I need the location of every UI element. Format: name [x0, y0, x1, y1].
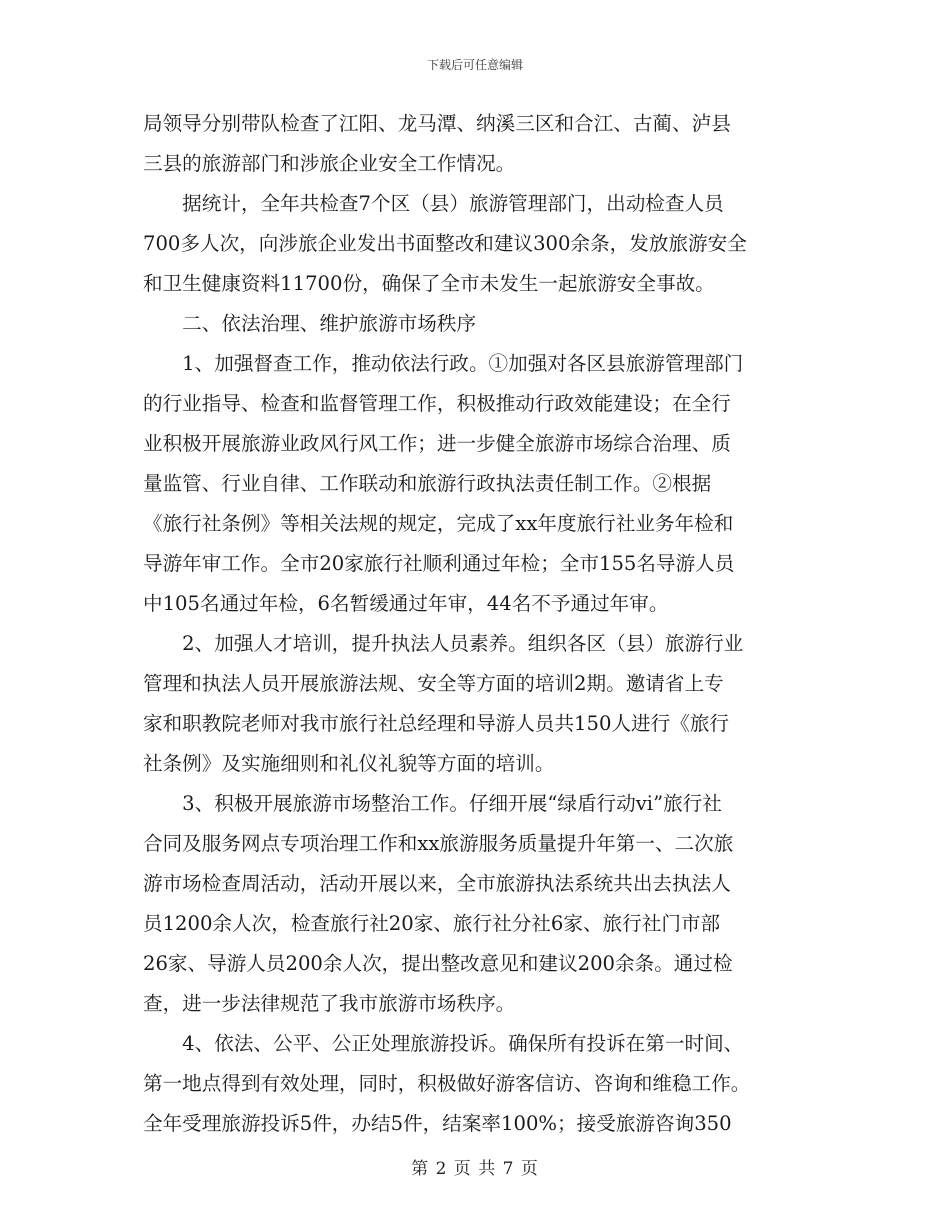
text-line: 查，进一步法律规范了我市旅游市场秩序。	[143, 992, 516, 1015]
text-line: 家和职教院老师对我市旅行社总经理和导游人员共150人进行《旅行	[143, 712, 730, 735]
text-line: 1、加强督查工作，推动依法行政。①加强对各区县旅游管理部门	[143, 352, 744, 375]
text-line: 局领导分别带队检查了江阳、龙马潭、纳溪三区和合江、古蔺、泸县	[143, 112, 731, 135]
text-line: 3、积极开展旅游市场整治工作。仔细开展“绿盾行动vi”旅行社	[143, 792, 722, 815]
text-line: 管理和执法人员开展旅游法规、安全等方面的培训2期。邀请省上专	[143, 672, 724, 695]
text-line: 据统计，全年共检查7个区（县）旅游管理部门，出动检查人员	[143, 192, 724, 215]
text-line: 2、加强人才培训，提升执法人员素养。组织各区（县）旅游行业	[143, 632, 744, 655]
text-line: 的行业指导、检查和监督管理工作，积极推动行政效能建设；在全行	[143, 392, 731, 415]
text-line: 游市场检查周活动，活动开展以来，全市旅游执法系统共出去执法人	[143, 872, 731, 895]
text-line: 导游年审工作。全市20家旅行社顺利通过年检；全市155名导游人员	[143, 552, 735, 575]
text-line: 社条例》及实施细则和礼仪礼貌等方面的培训。	[143, 752, 555, 775]
document-body	[143, 104, 813, 1144]
text-line: 和卫生健康资料11700份，确保了全市未发生一起旅游安全事故。	[143, 272, 715, 295]
text-line: 第一地点得到有效处理，同时，积极做好游客信访、咨询和维稳工作。	[143, 1072, 751, 1095]
text-line: 量监管、行业自律、工作联动和旅游行政执法责任制工作。②根据	[143, 472, 712, 495]
text-line: 《旅行社条例》等相关法规的规定，完成了xx年度旅行社业务年检和	[143, 512, 734, 535]
page-header-note: 下载后可任意编辑	[426, 58, 523, 72]
text-line: 700多人次，向涉旅企业发出书面整改和建议300余条，发放旅游安全	[143, 232, 747, 255]
text-line: 三县的旅游部门和涉旅企业安全工作情况。	[143, 152, 516, 175]
page-number-footer: 第 2 页 共 7 页	[411, 1159, 539, 1179]
text-line: 4、依法、公平、公正处理旅游投诉。确保所有投诉在第一时间、	[143, 1032, 744, 1055]
text-line: 26家、导游人员200余人次，提出整改意见和建议200余条。通过检	[143, 952, 733, 975]
text-line: 员1200余人次，检查旅行社20家、旅行社分社6家、旅行社门市部	[143, 912, 721, 935]
text-line: 中105名通过年检，6名暂缓通过年审，44名不予通过年审。	[143, 592, 669, 615]
section-heading: 二、依法治理、维护旅游市场秩序	[143, 312, 477, 335]
text-line: 全年受理旅游投诉5件，办结5件，结案率100%；接受旅游咨询350	[143, 1112, 732, 1135]
text-line: 合同及服务网点专项治理工作和xx旅游服务质量提升年第一、二次旅	[143, 832, 734, 855]
text-line: 业积极开展旅游业政风行风工作；进一步健全旅游市场综合治理、质	[143, 432, 731, 455]
